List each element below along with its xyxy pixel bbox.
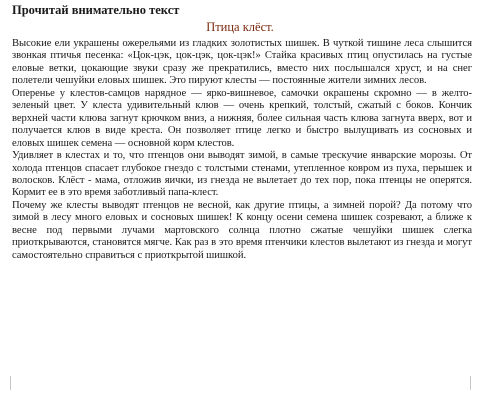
paragraph-3: Удивляет в клестах и то, что птенцов они выводят зимой, в самые трескучие январские морозы. От холода птенцов спасает глубокое гнездо с толстыми стенами, утепленное ковром из пуха, перышек и волосков. Клёст - мама, отложив яички, из гнезда не вылетает до тех пор, пока птенцы не оперятся. Кормит ее в это время заботливый папа-клест.: [12, 150, 472, 199]
paragraph-1: Высокие ели украшены ожерельями из гладких золотистых шишек. В чуткой тишине леса слышится звонкая птичья песенка: «Цок-цэк, цок-цэк, цок-цэк!» Стайка красивых птиц опустилась на густые еловые ветки, цокающие звуки сразу же прекратились, вместо них послышался хруст, и на снег полетели чешуйки еловых шишек. Это пируют клесты — постоянные жители зимних лесов.: [12, 38, 472, 87]
instruction-heading: Прочитай внимательно текст: [12, 3, 180, 17]
page-margin-marker-left: [2, 376, 11, 390]
story-title: Птица клёст.: [206, 20, 274, 34]
story-body: [12, 38, 472, 262]
paragraph-2: Оперенье у клестов-самцов нарядное — ярко-вишневое, самочки окрашены скромно — в желто-зеленый цвет. У клеста удивительный клюв — очень крепкий, толстый, сжатый с боков. Кончик верхней части клюва загнут крючком вниз, а нижняя, более сильная часть клюва загнута вверх, вот и получается клюв в виде креста. Он позволяет птице легко и быстро вылущивать из сосновых и еловых шишек семена — основной корм клестов.: [12, 87, 472, 149]
page-margin-marker-right: [470, 376, 479, 390]
paragraph-4: Почему же клесты выводят птенцов не весной, как другие птицы, а зимней порой? Да потому что зимой в лесу много еловых и сосновых шишек! К концу осени семена шишек созревают, а ближе к весне под первыми лучами мартовского солнца плотно сжатые чешуйки шишек слегка приоткрываются, становятся мягче. Как раз в это время птенчики клестов вылетают из гнезда и могут самостоятельно справиться с приоткрытой шишкой.: [12, 199, 472, 261]
